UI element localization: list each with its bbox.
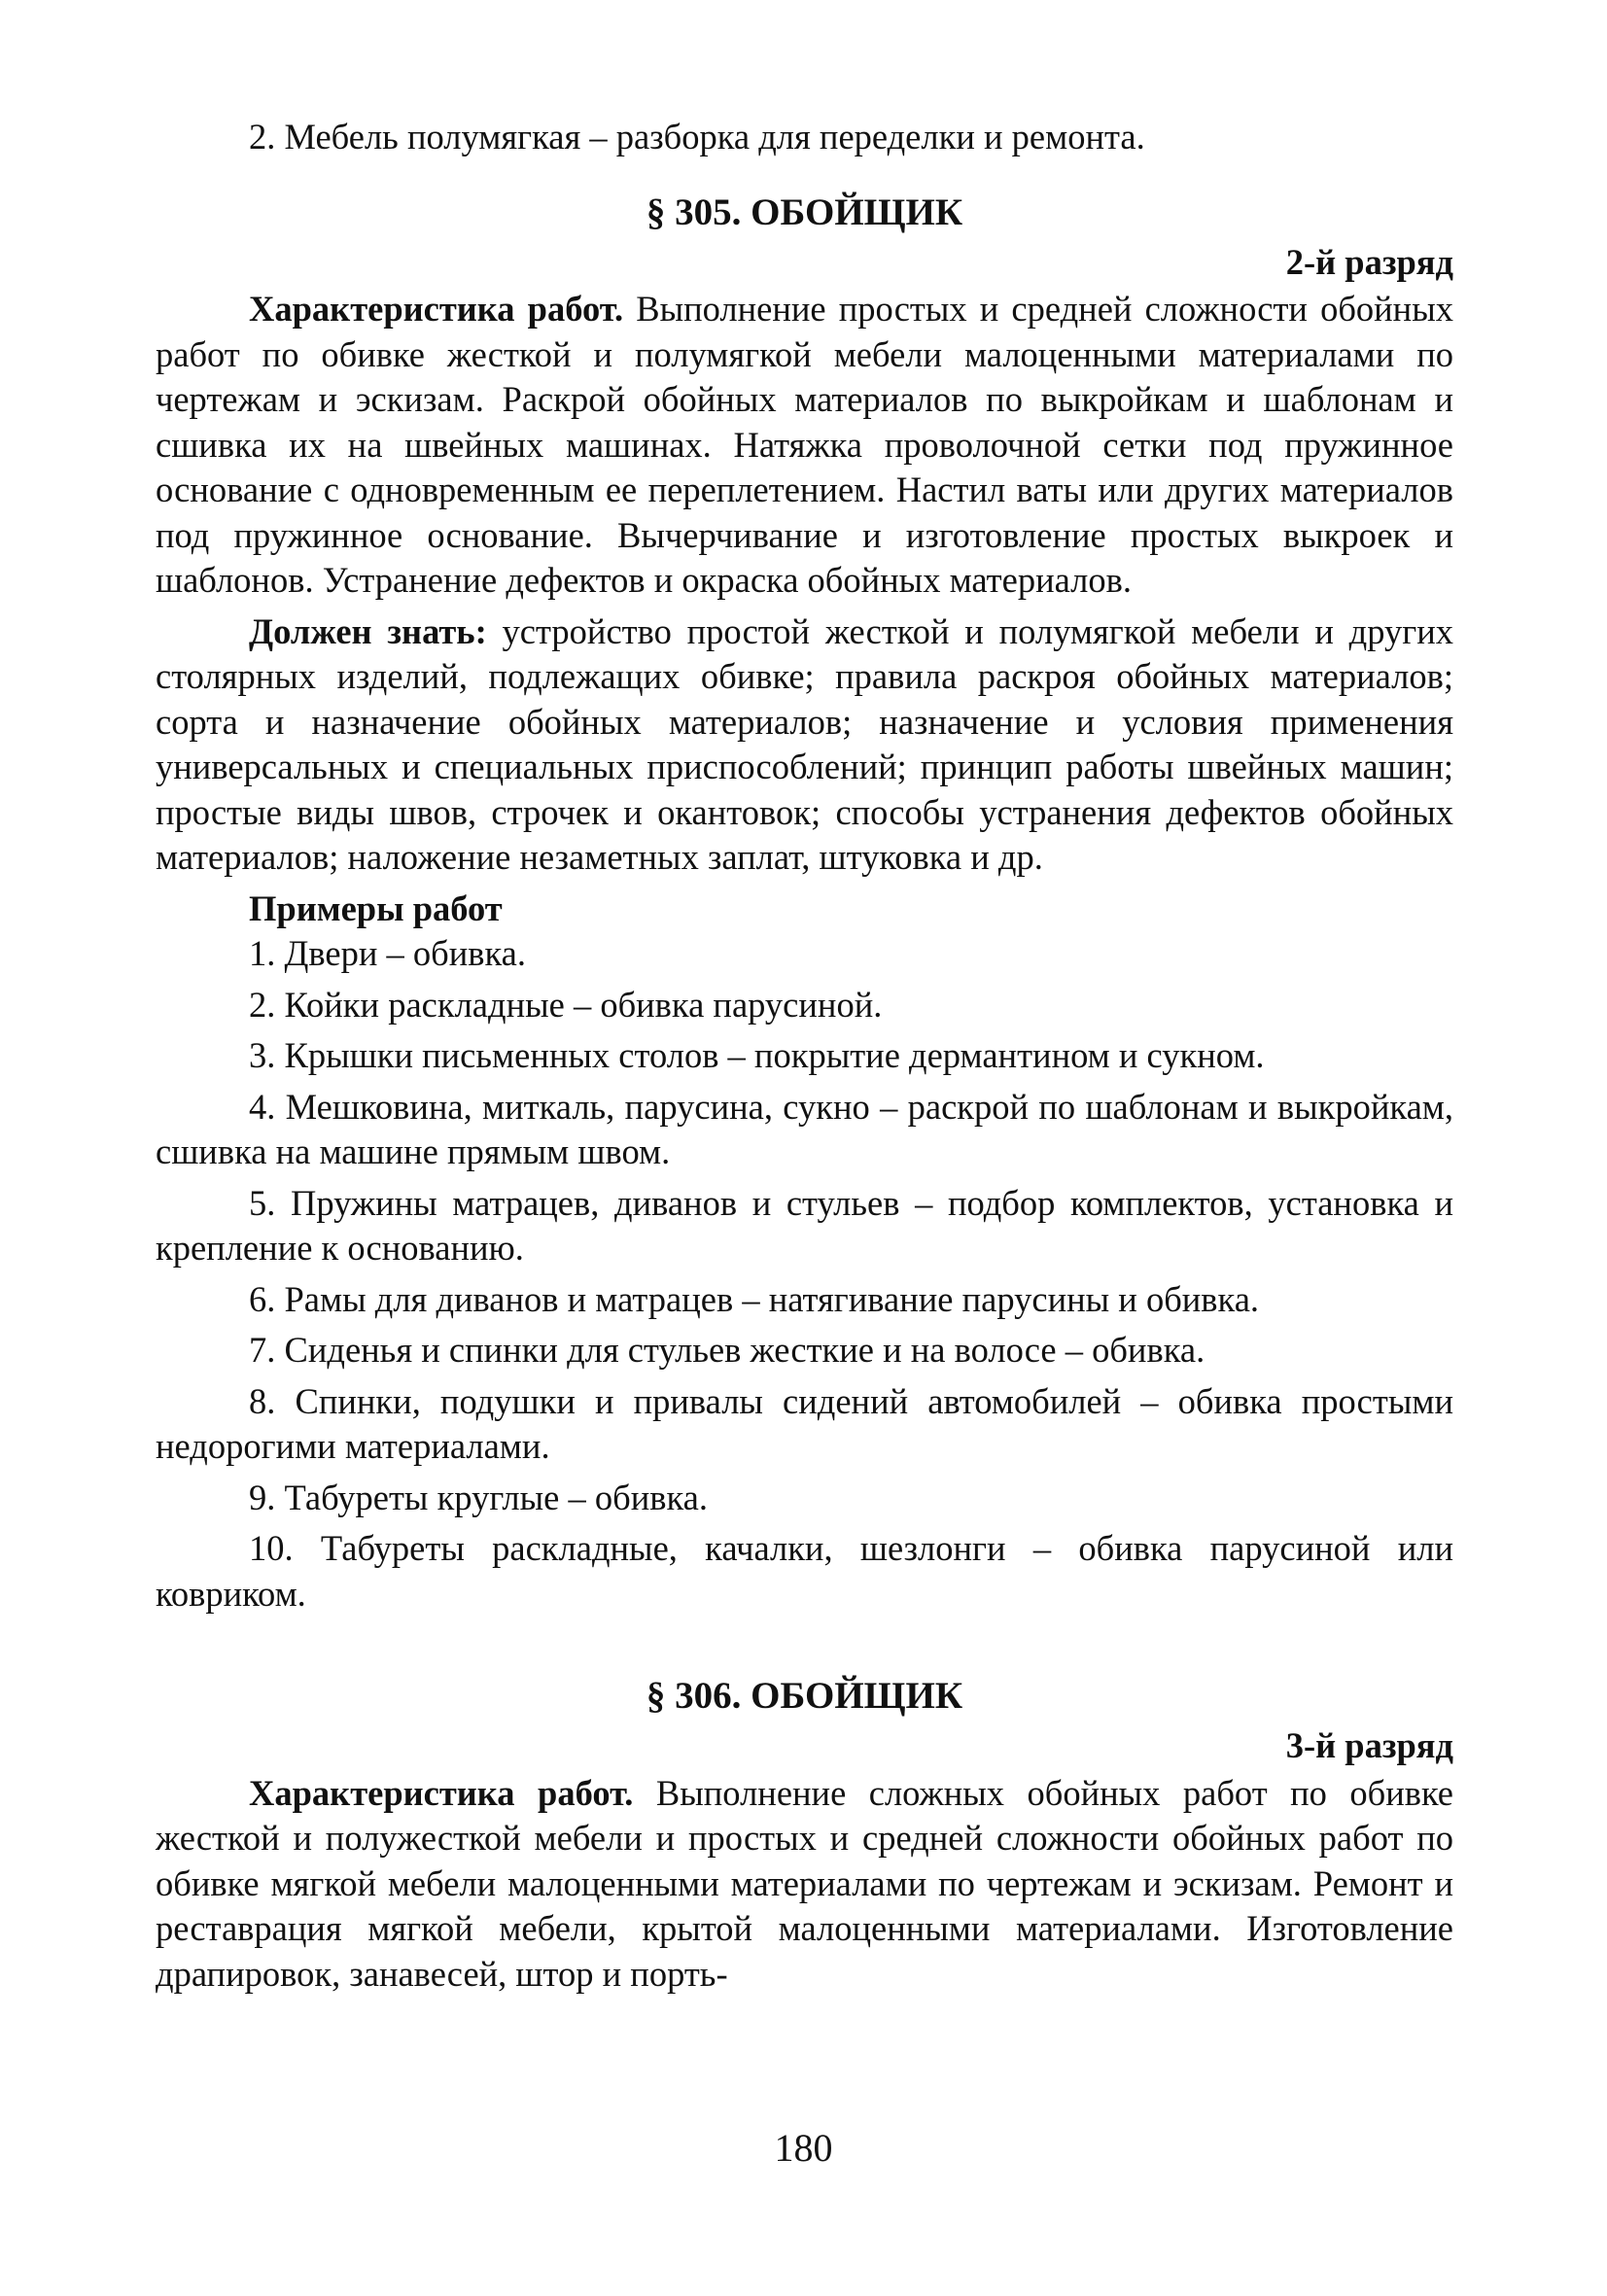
example-item: 10. Табуреты раскладные, качалки, шезлонги – обивка парусиной или ковриком. [156,1528,1453,1614]
section-306 [156,1673,1453,1997]
example-item: 2. Койки раскладные – обивка парусиной. [249,984,883,1025]
grade-label: 2-й разряд [1285,241,1453,282]
work-characteristics-text: Выполнение простых и средней сложности обойных работ по обивке жесткой и полумягкой мебели малоценными материалами по чертежам и эскизам. Раскрой обойных материалов по выкройкам и шаблонам и сшивка их на швейных машинах. Натяжка проволочной сетки под пружинное основание с одновременным ее переплетением. Настил ваты или других материалов под пружинное основание. Вычерчивание и изготовление простых выкроек и шаблонов. Устранение дефектов и окраска обойных материалов. [156,289,1453,600]
example-item: 7. Сиденья и спинки для стульев жесткие и на волосе – обивка. [249,1330,1205,1370]
examples-list [156,931,1453,1617]
work-characteristics-paragraph [156,1771,1453,1998]
examples-heading: Примеры работ [249,887,503,928]
page-content [156,115,1453,2002]
work-characteristics-label: Характеристика работ. [249,1772,634,1813]
example-item: 5. Пружины матрацев, диванов и стульев – подбор комплектов, установка и крепление к основанию. [156,1182,1453,1268]
work-characteristics-paragraph [156,287,1453,604]
section-title: § 306. ОБОЙЩИК [646,1675,963,1717]
example-item: 8. Спинки, подушки и привалы сидений автомобилей – обивка простыми недорогими материалами. [156,1380,1453,1466]
page-number: 180 [774,2126,833,2170]
must-know-paragraph [156,609,1453,881]
continued-example-line: 2. Мебель полумягкая – разборка для переделки и ремонта. [249,117,1145,157]
grade-label: 3-й разряд [1285,1725,1453,1765]
example-item: 4. Мешковина, миткаль, парусина, сукно – раскрой по шаблонам и выкройкам, сшивка на машине прямым швом. [156,1086,1453,1171]
example-item: 3. Крышки письменных столов – покрытие дермантином и сукном. [249,1035,1265,1075]
must-know-text: устройство простой жесткой и полумягкой мебели и других столярных изделий, подлежащих обивке; правила раскроя обойных материалов; сорта и назначение обойных материалов; назначение и условия применения универсальных и специальных приспособлений; принцип работы швейных машин; простые виды швов, строчек и окантовок; способы устранения дефектов обойных материалов; наложение незаметных заплат, штуковка и др. [156,610,1453,877]
work-characteristics-label: Характеристика работ. [249,289,624,329]
example-item: 6. Рамы для диванов и матрацев – натягивание парусины и обивка. [249,1278,1260,1319]
work-characteristics-text: Выполнение сложных обойных работ по обивке жесткой и полужесткой мебели и простых и средней сложности обойных работ по обивке мягкой мебели малоценными материалами по чертежам и эскизам. Ремонт и реставрация мягкой мебели, крытой малоценными материалами. Изготовление драпировок, занавесей, штор и порть- [156,1772,1454,1994]
section-305 [156,190,1453,1618]
section-title: § 305. ОБОЙЩИК [646,191,963,233]
must-know-label: Должен знать: [249,610,487,651]
example-item: 1. Двери – обивка. [249,933,526,973]
example-item: 9. Табуреты круглые – обивка. [249,1477,708,1517]
